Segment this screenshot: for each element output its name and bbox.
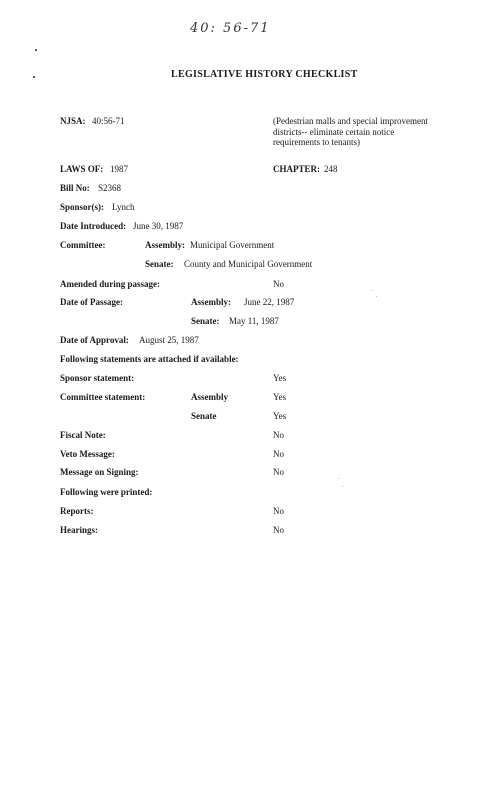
laws-of-value: 1987 [110,164,128,174]
scan-speck [372,290,373,291]
page-title: LEGISLATIVE HISTORY CHECKLIST [171,69,358,80]
date-of-approval-value: August 25, 1987 [139,335,199,345]
hearings-label: Hearings: [60,525,98,535]
committee-label: Committee: [60,240,106,250]
message-on-signing-label: Message on Signing: [60,467,139,477]
committee-senate-label: Senate: [145,259,174,269]
chapter-value: 248 [324,164,338,174]
fiscal-note-value: No [273,430,284,440]
date-introduced-value: June 30, 1987 [133,221,184,231]
date-introduced-label: Date Introduced: [60,221,127,231]
veto-message-label: Veto Message: [60,449,115,459]
sponsor-statement-value: Yes [273,373,287,383]
scan-mark [33,76,35,78]
sponsor-label: Sponsor(s): [60,202,105,212]
reports-value: No [273,506,284,516]
handwritten-number: 40: 56-71 [190,21,271,36]
njsa-description: (Pedestrian malls and special improvement districts-- eliminate certain notice requirements to tenants) [273,116,428,147]
scan-mark [35,49,37,51]
committee-statement-assembly-label: Assembly [191,392,229,402]
hearings-value: No [273,525,284,535]
bill-no-label: Bill No: [60,183,90,193]
date-of-approval-label: Date of Approval: [60,335,129,345]
committee-statement-label: Committee statement: [60,392,146,402]
following-printed-heading: Following were printed: [60,487,153,497]
passage-senate-value: May 11, 1987 [229,316,279,326]
committee-assembly-value: Municipal Government [190,240,275,250]
scan-speck [342,486,343,487]
committee-statement-senate-value: Yes [273,411,287,421]
veto-message-value: No [273,449,284,459]
reports-label: Reports: [60,506,94,516]
date-of-passage-label: Date of Passage: [60,297,123,307]
committee-statement-senate-label: Senate [191,411,217,421]
message-on-signing-value: No [273,467,284,477]
committee-senate-value: County and Municipal Government [184,259,313,269]
chapter-label: CHAPTER: [273,164,320,174]
scan-speck [376,296,377,297]
passage-assembly-value: June 22, 1987 [244,297,295,307]
committee-statement-assembly-value: Yes [273,392,287,402]
laws-of-label: LAWS OF: [60,164,104,174]
scan-speck [338,478,339,479]
passage-assembly-label: Assembly: [191,297,231,307]
amended-label: Amended during passage: [60,279,161,289]
passage-senate-label: Senate: [191,316,220,326]
njsa-label: NJSA: [60,116,86,126]
committee-assembly-label: Assembly: [145,240,185,250]
bill-no-value: S2368 [98,183,122,193]
fiscal-note-label: Fiscal Note: [60,430,106,440]
sponsor-value: Lynch [112,202,135,212]
njsa-value: 40:56-71 [92,116,125,126]
sponsor-statement-label: Sponsor statement: [60,373,135,383]
following-attached-heading: Following statements are attached if available: [60,354,239,364]
amended-value: No [273,279,284,289]
